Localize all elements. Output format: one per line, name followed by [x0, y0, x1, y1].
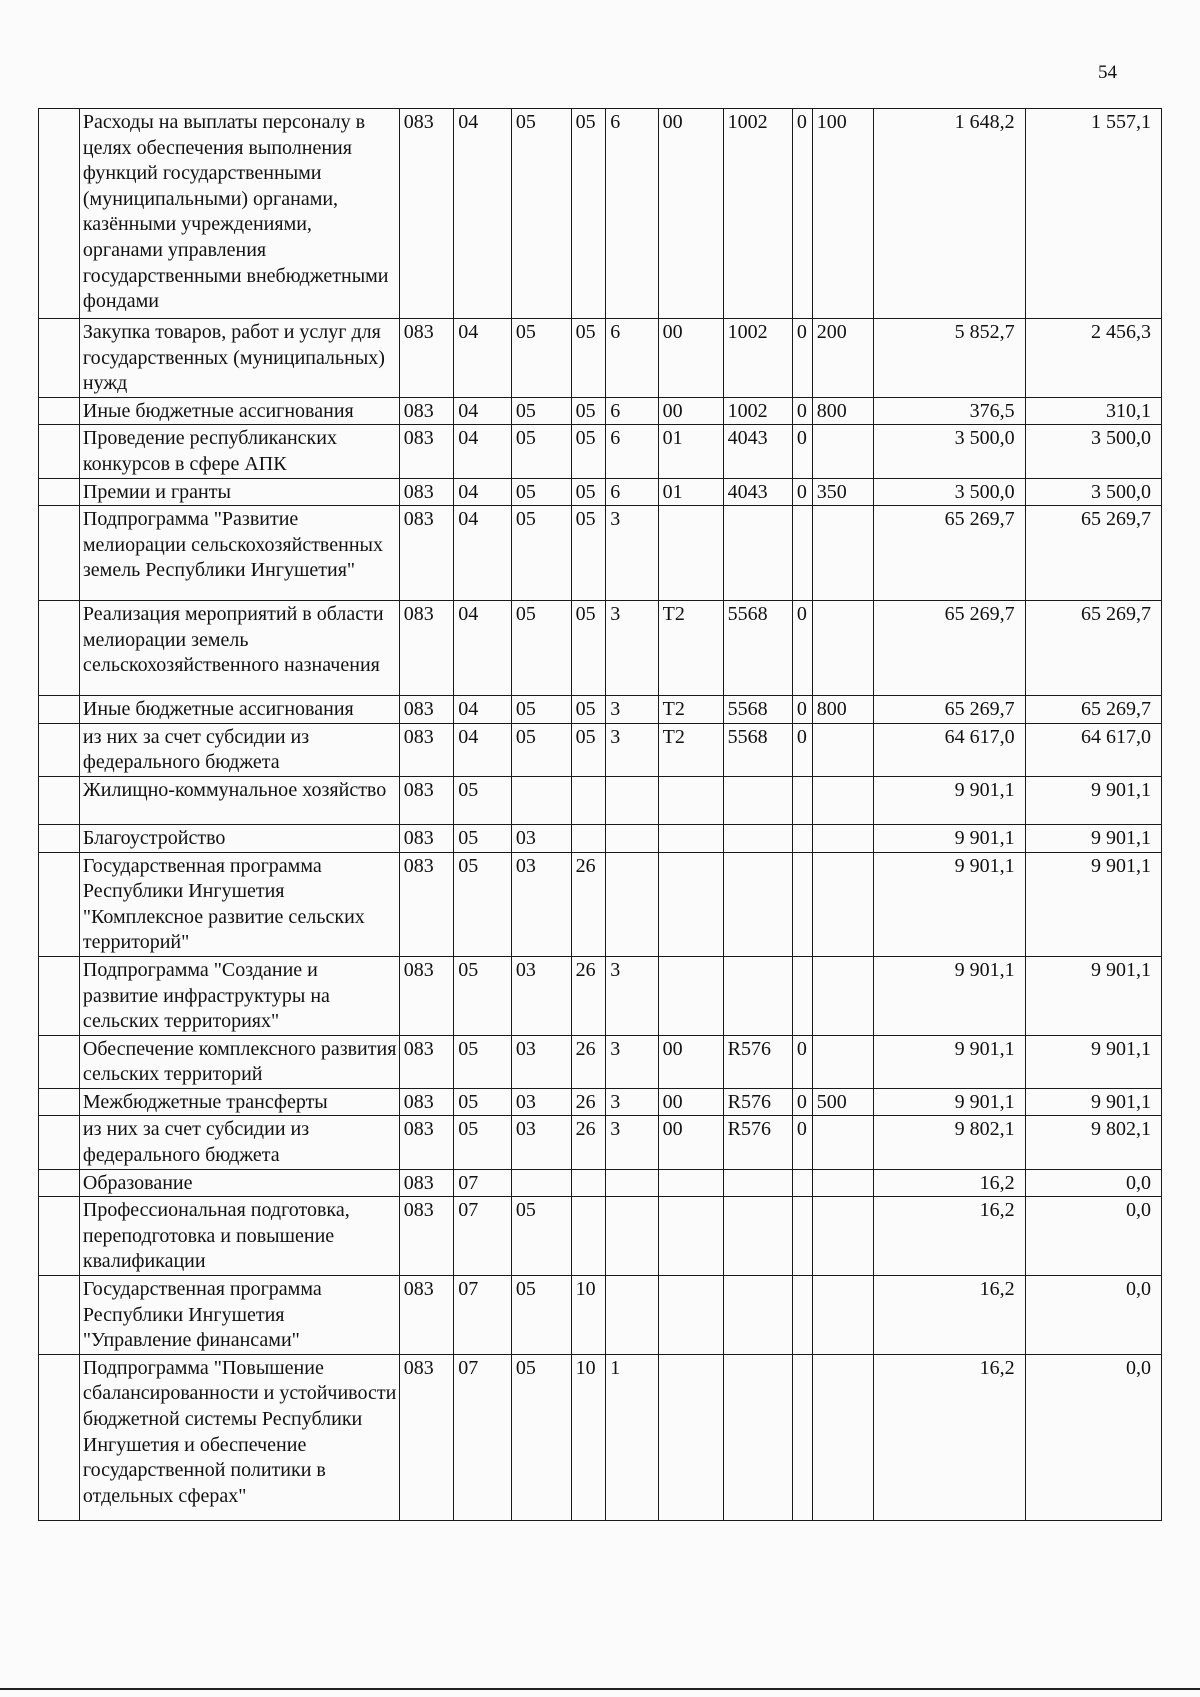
amount-year-1: 9 901,1: [873, 852, 1025, 956]
table-row: [39, 776, 1162, 824]
code-cell-c1: 083: [399, 1035, 454, 1088]
table-row: [39, 723, 1162, 776]
code-cell-c5: [606, 1169, 658, 1197]
code-cell-c9: 800: [812, 397, 873, 425]
amount-year-2: 0,0: [1025, 1197, 1161, 1276]
code-cell-c1: 083: [399, 1354, 454, 1520]
amount-year-2: 9 802,1: [1025, 1116, 1161, 1169]
code-cell-c1: 083: [399, 425, 454, 478]
code-cell-c5: 3: [606, 1035, 658, 1088]
code-cell-c8: [792, 1276, 812, 1355]
code-cell-c6: 00: [658, 1116, 723, 1169]
code-cell-c7: 1002: [723, 109, 792, 319]
code-cell-c8: [792, 1197, 812, 1276]
code-cell-c6: [658, 1197, 723, 1276]
code-cell-c1: 083: [399, 1276, 454, 1355]
amount-year-2: 9 901,1: [1025, 956, 1161, 1035]
amount-year-1: 65 269,7: [873, 506, 1025, 601]
code-cell-c4: 05: [571, 696, 606, 724]
item-name: Закупка товаров, работ и услуг для государственных (муниципальных) нужд: [79, 319, 399, 398]
code-cell-c2: 07: [454, 1197, 512, 1276]
table-row: [39, 696, 1162, 724]
code-cell-c9: [812, 425, 873, 478]
table-row: [39, 1276, 1162, 1355]
code-cell-c2: 05: [454, 956, 512, 1035]
code-cell-c8: 0: [792, 696, 812, 724]
blank-cell: [39, 1116, 80, 1169]
code-cell-c9: [812, 1197, 873, 1276]
code-cell-c4: 26: [571, 956, 606, 1035]
item-name: Обеспечение комплексного развития сельских территорий: [79, 1035, 399, 1088]
code-cell-c1: 083: [399, 601, 454, 696]
code-cell-c3: 03: [511, 1088, 571, 1116]
code-cell-c7: [723, 1169, 792, 1197]
code-cell-c2: 04: [454, 425, 512, 478]
code-cell-c3: 05: [511, 506, 571, 601]
code-cell-c1: 083: [399, 506, 454, 601]
amount-year-2: 310,1: [1025, 397, 1161, 425]
code-cell-c5: 6: [606, 478, 658, 506]
amount-year-1: 9 901,1: [873, 1088, 1025, 1116]
blank-cell: [39, 956, 80, 1035]
code-cell-c7: 5568: [723, 696, 792, 724]
code-cell-c4: 26: [571, 1088, 606, 1116]
blank-cell: [39, 776, 80, 824]
amount-year-2: 3 500,0: [1025, 425, 1161, 478]
code-cell-c8: 0: [792, 1116, 812, 1169]
item-name: Подпрограмма "Создание и развитие инфраструктуры на сельских территориях": [79, 956, 399, 1035]
code-cell-c6: [658, 824, 723, 852]
code-cell-c3: 05: [511, 425, 571, 478]
code-cell-c9: [812, 1035, 873, 1088]
item-name: Иные бюджетные ассигнования: [79, 397, 399, 425]
code-cell-c8: [792, 1354, 812, 1520]
code-cell-c3: 03: [511, 1116, 571, 1169]
code-cell-c4: 10: [571, 1276, 606, 1355]
code-cell-c3: [511, 776, 571, 824]
item-name: Премии и гранты: [79, 478, 399, 506]
blank-cell: [39, 1354, 80, 1520]
amount-year-1: 16,2: [873, 1276, 1025, 1355]
code-cell-c7: 5568: [723, 601, 792, 696]
blank-cell: [39, 1197, 80, 1276]
amount-year-2: 9 901,1: [1025, 1035, 1161, 1088]
blank-cell: [39, 1276, 80, 1355]
code-cell-c9: 200: [812, 319, 873, 398]
item-name: Жилищно-коммунальное хозяйство: [79, 776, 399, 824]
amount-year-1: 65 269,7: [873, 601, 1025, 696]
code-cell-c8: [792, 506, 812, 601]
blank-cell: [39, 109, 80, 319]
code-cell-c6: Т2: [658, 696, 723, 724]
code-cell-c1: 083: [399, 397, 454, 425]
table-row: [39, 824, 1162, 852]
table-row: [39, 1035, 1162, 1088]
code-cell-c2: 04: [454, 397, 512, 425]
blank-cell: [39, 723, 80, 776]
code-cell-c8: 0: [792, 397, 812, 425]
amount-year-2: 3 500,0: [1025, 478, 1161, 506]
code-cell-c7: [723, 1197, 792, 1276]
code-cell-c8: [792, 1169, 812, 1197]
amount-year-2: 65 269,7: [1025, 696, 1161, 724]
amount-year-2: 0,0: [1025, 1354, 1161, 1520]
code-cell-c6: 00: [658, 109, 723, 319]
code-cell-c6: 00: [658, 1088, 723, 1116]
code-cell-c2: 05: [454, 824, 512, 852]
code-cell-c7: [723, 956, 792, 1035]
code-cell-c3: 05: [511, 1276, 571, 1355]
code-cell-c9: [812, 601, 873, 696]
code-cell-c6: 00: [658, 1035, 723, 1088]
amount-year-1: 16,2: [873, 1197, 1025, 1276]
code-cell-c1: 083: [399, 109, 454, 319]
code-cell-c4: 05: [571, 601, 606, 696]
amount-year-1: 9 901,1: [873, 824, 1025, 852]
code-cell-c3: 03: [511, 1035, 571, 1088]
code-cell-c8: [792, 776, 812, 824]
amount-year-1: 65 269,7: [873, 696, 1025, 724]
code-cell-c9: [812, 1169, 873, 1197]
code-cell-c4: 26: [571, 1116, 606, 1169]
code-cell-c4: 10: [571, 1354, 606, 1520]
code-cell-c5: [606, 852, 658, 956]
code-cell-c6: 01: [658, 478, 723, 506]
amount-year-1: 16,2: [873, 1354, 1025, 1520]
item-name: из них за счет субсидии из федерального бюджета: [79, 1116, 399, 1169]
code-cell-c6: [658, 956, 723, 1035]
code-cell-c3: 05: [511, 109, 571, 319]
table-row: [39, 478, 1162, 506]
code-cell-c7: 1002: [723, 397, 792, 425]
code-cell-c3: 05: [511, 601, 571, 696]
amount-year-1: 5 852,7: [873, 319, 1025, 398]
item-name: Государственная программа Республики Ингушетия "Управление финансами": [79, 1276, 399, 1355]
code-cell-c1: 083: [399, 478, 454, 506]
code-cell-c5: 6: [606, 109, 658, 319]
code-cell-c5: 3: [606, 506, 658, 601]
code-cell-c1: 083: [399, 852, 454, 956]
code-cell-c8: [792, 824, 812, 852]
code-cell-c4: 05: [571, 397, 606, 425]
code-cell-c4: 05: [571, 723, 606, 776]
table-row: [39, 425, 1162, 478]
code-cell-c3: 05: [511, 723, 571, 776]
code-cell-c7: 1002: [723, 319, 792, 398]
code-cell-c7: [723, 852, 792, 956]
code-cell-c5: 6: [606, 319, 658, 398]
amount-year-2: 65 269,7: [1025, 506, 1161, 601]
code-cell-c9: 100: [812, 109, 873, 319]
code-cell-c3: 05: [511, 696, 571, 724]
page-bottom-rule: [0, 1688, 1200, 1690]
code-cell-c5: [606, 1197, 658, 1276]
code-cell-c1: 083: [399, 1197, 454, 1276]
code-cell-c6: [658, 1354, 723, 1520]
item-name: Образование: [79, 1169, 399, 1197]
code-cell-c7: 4043: [723, 478, 792, 506]
code-cell-c8: 0: [792, 109, 812, 319]
blank-cell: [39, 1169, 80, 1197]
code-cell-c8: [792, 852, 812, 956]
code-cell-c7: 5568: [723, 723, 792, 776]
code-cell-c5: 3: [606, 723, 658, 776]
code-cell-c9: [812, 776, 873, 824]
code-cell-c9: 350: [812, 478, 873, 506]
item-name: Иные бюджетные ассигнования: [79, 696, 399, 724]
item-name: Подпрограмма "Повышение сбалансированности и устойчивости бюджетной системы Республики Ингушетия и обеспечение государственной политики в отдельных сферах": [79, 1354, 399, 1520]
code-cell-c9: [812, 824, 873, 852]
code-cell-c7: 4043: [723, 425, 792, 478]
code-cell-c9: [812, 1116, 873, 1169]
budget-table: [38, 108, 1162, 1521]
amount-year-2: 9 901,1: [1025, 776, 1161, 824]
code-cell-c4: 05: [571, 319, 606, 398]
code-cell-c2: 04: [454, 506, 512, 601]
code-cell-c8: [792, 956, 812, 1035]
code-cell-c4: 05: [571, 425, 606, 478]
code-cell-c3: 05: [511, 397, 571, 425]
code-cell-c7: [723, 1354, 792, 1520]
amount-year-1: 1 648,2: [873, 109, 1025, 319]
code-cell-c2: 04: [454, 601, 512, 696]
code-cell-c3: [511, 1169, 571, 1197]
item-name: из них за счет субсидии из федерального бюджета: [79, 723, 399, 776]
amount-year-1: 64 617,0: [873, 723, 1025, 776]
amount-year-2: 64 617,0: [1025, 723, 1161, 776]
amount-year-2: 9 901,1: [1025, 1088, 1161, 1116]
code-cell-c7: [723, 506, 792, 601]
code-cell-c3: 03: [511, 852, 571, 956]
code-cell-c4: 26: [571, 852, 606, 956]
code-cell-c9: 500: [812, 1088, 873, 1116]
code-cell-c8: 0: [792, 1088, 812, 1116]
blank-cell: [39, 852, 80, 956]
table-row: [39, 1197, 1162, 1276]
code-cell-c8: 0: [792, 425, 812, 478]
item-name: Проведение республиканских конкурсов в сфере АПК: [79, 425, 399, 478]
item-name: Межбюджетные трансферты: [79, 1088, 399, 1116]
code-cell-c2: 05: [454, 1088, 512, 1116]
code-cell-c5: [606, 776, 658, 824]
code-cell-c1: 083: [399, 319, 454, 398]
code-cell-c6: 01: [658, 425, 723, 478]
code-cell-c2: 07: [454, 1169, 512, 1197]
code-cell-c9: [812, 723, 873, 776]
code-cell-c2: 05: [454, 852, 512, 956]
code-cell-c8: 0: [792, 723, 812, 776]
table-row: [39, 852, 1162, 956]
blank-cell: [39, 397, 80, 425]
code-cell-c6: Т2: [658, 723, 723, 776]
table-row: [39, 1116, 1162, 1169]
code-cell-c9: [812, 506, 873, 601]
table-row: [39, 956, 1162, 1035]
code-cell-c4: [571, 1169, 606, 1197]
code-cell-c3: 05: [511, 478, 571, 506]
code-cell-c6: [658, 852, 723, 956]
code-cell-c1: 083: [399, 824, 454, 852]
code-cell-c2: 04: [454, 723, 512, 776]
code-cell-c6: 00: [658, 319, 723, 398]
amount-year-2: 9 901,1: [1025, 852, 1161, 956]
blank-cell: [39, 601, 80, 696]
code-cell-c6: [658, 1169, 723, 1197]
amount-year-1: 9 901,1: [873, 956, 1025, 1035]
page-number: 54: [1098, 62, 1117, 83]
blank-cell: [39, 478, 80, 506]
amount-year-1: 9 802,1: [873, 1116, 1025, 1169]
code-cell-c3: 03: [511, 956, 571, 1035]
code-cell-c1: 083: [399, 1116, 454, 1169]
code-cell-c3: 05: [511, 1354, 571, 1520]
blank-cell: [39, 425, 80, 478]
code-cell-c7: [723, 824, 792, 852]
amount-year-2: 65 269,7: [1025, 601, 1161, 696]
table-row: [39, 319, 1162, 398]
table-row: [39, 109, 1162, 319]
code-cell-c6: Т2: [658, 601, 723, 696]
blank-cell: [39, 1035, 80, 1088]
item-name: Расходы на выплаты персоналу в целях обеспечения выполнения функций государственными (муниципальными) органами, казёнными учреждениями, органами управления государственными внебюджетными фондами: [79, 109, 399, 319]
amount-year-1: 3 500,0: [873, 425, 1025, 478]
code-cell-c2: 05: [454, 1035, 512, 1088]
table-row: [39, 1354, 1162, 1520]
item-name: Государственная программа Республики Ингушетия "Комплексное развитие сельских территорий": [79, 852, 399, 956]
code-cell-c2: 05: [454, 1116, 512, 1169]
code-cell-c9: [812, 956, 873, 1035]
code-cell-c8: 0: [792, 601, 812, 696]
code-cell-c5: 6: [606, 397, 658, 425]
code-cell-c4: 05: [571, 506, 606, 601]
code-cell-c2: 05: [454, 776, 512, 824]
code-cell-c5: 3: [606, 956, 658, 1035]
code-cell-c2: 04: [454, 696, 512, 724]
code-cell-c2: 04: [454, 478, 512, 506]
table-body: [39, 109, 1162, 1521]
amount-year-1: 376,5: [873, 397, 1025, 425]
code-cell-c8: 0: [792, 1035, 812, 1088]
amount-year-1: 16,2: [873, 1169, 1025, 1197]
blank-cell: [39, 1088, 80, 1116]
code-cell-c5: 3: [606, 601, 658, 696]
code-cell-c2: 04: [454, 109, 512, 319]
code-cell-c3: 05: [511, 1197, 571, 1276]
code-cell-c5: 3: [606, 1116, 658, 1169]
code-cell-c6: 00: [658, 397, 723, 425]
code-cell-c9: [812, 852, 873, 956]
code-cell-c9: [812, 1276, 873, 1355]
code-cell-c2: 07: [454, 1276, 512, 1355]
code-cell-c4: 05: [571, 478, 606, 506]
code-cell-c4: [571, 1197, 606, 1276]
amount-year-2: 9 901,1: [1025, 824, 1161, 852]
amount-year-2: 1 557,1: [1025, 109, 1161, 319]
amount-year-1: 9 901,1: [873, 1035, 1025, 1088]
code-cell-c5: 3: [606, 1088, 658, 1116]
code-cell-c7: [723, 1276, 792, 1355]
code-cell-c4: 05: [571, 109, 606, 319]
blank-cell: [39, 319, 80, 398]
code-cell-c2: 04: [454, 319, 512, 398]
code-cell-c5: [606, 824, 658, 852]
code-cell-c4: 26: [571, 1035, 606, 1088]
code-cell-c6: [658, 1276, 723, 1355]
amount-year-1: 9 901,1: [873, 776, 1025, 824]
code-cell-c5: [606, 1276, 658, 1355]
code-cell-c5: 1: [606, 1354, 658, 1520]
item-name: Реализация мероприятий в области мелиорации земель сельскохозяйственного назначения: [79, 601, 399, 696]
table-row: [39, 601, 1162, 696]
blank-cell: [39, 824, 80, 852]
item-name: Подпрограмма "Развитие мелиорации сельскохозяйственных земель Республики Ингушетия": [79, 506, 399, 601]
blank-cell: [39, 506, 80, 601]
amount-year-1: 3 500,0: [873, 478, 1025, 506]
table-row: [39, 1169, 1162, 1197]
amount-year-2: 0,0: [1025, 1169, 1161, 1197]
table-row: [39, 1088, 1162, 1116]
code-cell-c5: 6: [606, 425, 658, 478]
table-row: [39, 506, 1162, 601]
code-cell-c7: R576: [723, 1088, 792, 1116]
code-cell-c4: [571, 776, 606, 824]
code-cell-c7: R576: [723, 1116, 792, 1169]
table-row: [39, 397, 1162, 425]
code-cell-c4: [571, 824, 606, 852]
code-cell-c6: [658, 506, 723, 601]
amount-year-2: 0,0: [1025, 1276, 1161, 1355]
code-cell-c1: 083: [399, 1169, 454, 1197]
code-cell-c8: 0: [792, 319, 812, 398]
code-cell-c3: 05: [511, 319, 571, 398]
code-cell-c1: 083: [399, 723, 454, 776]
code-cell-c5: 3: [606, 696, 658, 724]
item-name: Профессиональная подготовка, переподготовка и повышение квалификации: [79, 1197, 399, 1276]
code-cell-c7: [723, 776, 792, 824]
code-cell-c1: 083: [399, 956, 454, 1035]
code-cell-c3: 03: [511, 824, 571, 852]
item-name: Благоустройство: [79, 824, 399, 852]
amount-year-2: 2 456,3: [1025, 319, 1161, 398]
code-cell-c1: 083: [399, 776, 454, 824]
code-cell-c1: 083: [399, 696, 454, 724]
code-cell-c8: 0: [792, 478, 812, 506]
code-cell-c9: [812, 1354, 873, 1520]
code-cell-c1: 083: [399, 1088, 454, 1116]
code-cell-c2: 07: [454, 1354, 512, 1520]
code-cell-c9: 800: [812, 696, 873, 724]
code-cell-c7: R576: [723, 1035, 792, 1088]
code-cell-c6: [658, 776, 723, 824]
blank-cell: [39, 696, 80, 724]
